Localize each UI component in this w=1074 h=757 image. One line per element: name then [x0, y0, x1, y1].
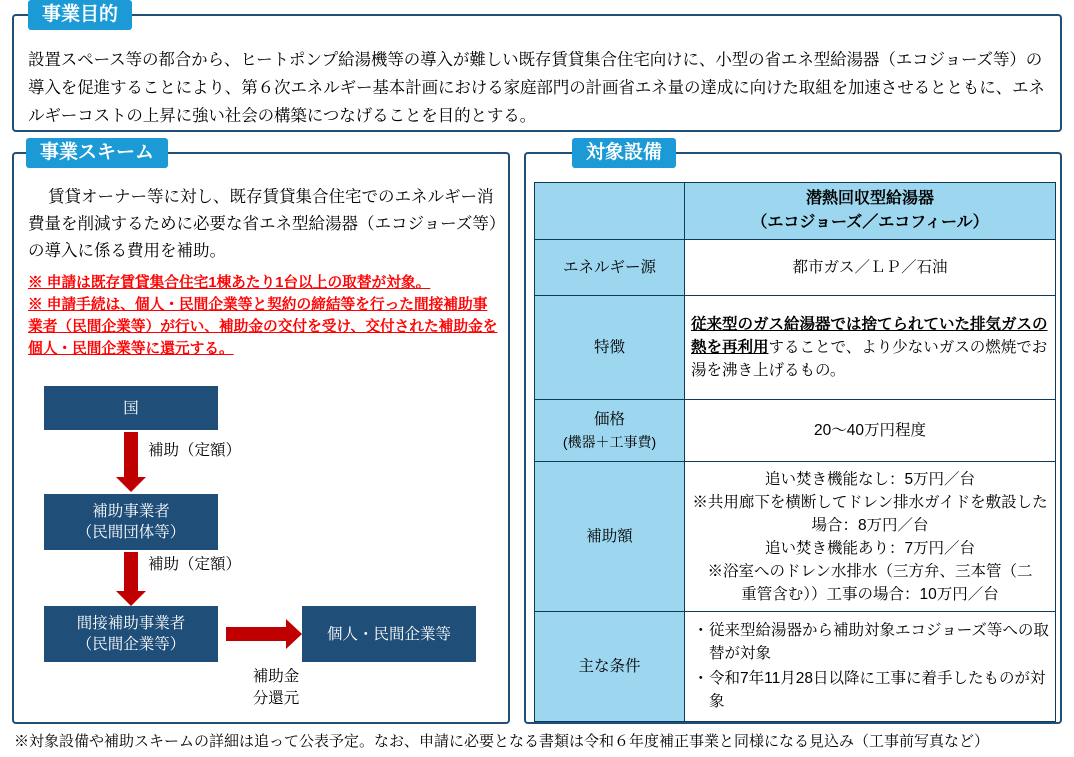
row-value-feature-rest: することで、より少ないガスの燃焼でお湯を沸き上げるもの。	[691, 339, 1048, 379]
row-label-subsidy-amount: 補助額	[535, 462, 685, 612]
table-row	[535, 183, 1056, 240]
table-row	[535, 240, 1056, 296]
flow-arrow-label-3-line1: 補助金	[252, 668, 300, 685]
flow-node-private-label: 個人・民間企業等	[326, 625, 451, 643]
equipment-table	[534, 182, 1056, 722]
row-value-energy-source: 都市ガス／ＬＰ／石油	[685, 240, 1056, 296]
flow-node-indirect-line2: （民間企業等）	[76, 636, 186, 653]
table-row	[535, 462, 1056, 612]
subsidy-line-4: 追い焚き機能あり：7万円／台	[764, 539, 976, 557]
subsidy-line-5: ※浴室へのドレン水排水（三方弁、三本管（二	[707, 562, 1033, 580]
list-item: ・ 従来型給湯器から補助対象エコジョーズ等への取替が対象	[709, 619, 1049, 665]
main-conditions-list	[691, 619, 1049, 713]
flow-node-country-label: 国	[123, 399, 139, 417]
flow-node-subsidizer-line1: 補助事業者	[92, 503, 170, 520]
purpose-text: 設置スペース等の都合から、ヒートポンプ給湯機等の導入が難しい既存賃貸集合住宅向けに、小型の省エネ型給湯器（エコジョーズ等）の導入を促進することにより、第６次エネルギー基本計画における家庭部門の計画省エネ量の達成に向けた取組を加速させるとともに、エネルギーコストの上昇に強い社会の構築につなげることを目的とする。	[28, 51, 1045, 125]
row-label-energy-source: エネルギー源	[535, 240, 685, 296]
subsidy-line-1: 追い焚き機能なし：5万円／台	[764, 470, 976, 488]
table-row	[535, 296, 1056, 400]
row-value-feature-emphasis: 従来型のガス給湯器では捨てられていた排気ガスの熱を再利用	[691, 316, 1048, 356]
row-label-price-line2: (機器＋工事費)	[562, 433, 657, 450]
table-corner-cell	[535, 183, 685, 240]
subsidy-line-2: ※共用廊下を横断してドレン排水ガイドを敷設した	[692, 493, 1048, 511]
flow-arrow-label-2: 補助（定額）	[148, 556, 242, 573]
flow-arrow-label-3	[236, 666, 316, 710]
row-label-main-conditions: 主な条件	[535, 612, 685, 722]
row-label-price-line1: 価格	[593, 410, 625, 428]
table-column-header	[685, 183, 1056, 240]
scheme-note-2: ※ 申請手続は、個人・民間企業等と契約の締結等を行った間接補助事業者（民間企業等）が行い、補助金の交付を受け、交付された補助金を個人・民間企業等に還元する。	[28, 297, 498, 357]
equipment-section-title: 対象設備	[572, 138, 676, 168]
flow-arrow-indirect-to-private	[226, 627, 286, 641]
table-column-header-line2: （エコジョーズ／エコフィール）	[751, 214, 989, 231]
flow-node-private	[302, 606, 476, 662]
purpose-section-title: 事業目的	[28, 0, 132, 30]
subsidy-line-6: 重管含む））工事の場合：10万円／台	[741, 585, 999, 603]
row-value-price: 20〜40万円程度	[685, 400, 1056, 462]
equipment-section	[524, 152, 1062, 724]
table-column-header-line1: 潜熱回収型給湯器	[805, 190, 934, 207]
scheme-paragraph: 賃貸オーナー等に対し、既存賃貸集合住宅でのエネルギー消費量を削減するために必要な省エネ型給湯器（エコジョーズ等）の導入に係る費用を補助。	[28, 188, 498, 260]
row-value-main-conditions	[685, 612, 1056, 722]
table-row	[535, 400, 1056, 462]
subsidy-line-3: 場合：8万円／台	[811, 516, 929, 534]
flow-arrow-country-to-subsidizer	[124, 432, 138, 478]
list-item: ・ 令和7年11月28日以降に工事に着手したものが対象	[709, 667, 1049, 713]
flow-node-indirect-line1: 間接補助事業者	[76, 615, 186, 632]
scheme-note-1: ※ 申請は既存賃貸集合住宅1棟あたり1台以上の取替が対象。	[28, 275, 431, 291]
flow-arrow-label-3-line2: 分還元	[252, 690, 300, 707]
scheme-section-title: 事業スキーム	[26, 138, 168, 168]
row-label-feature: 特徴	[535, 296, 685, 400]
flow-node-subsidizer-line2: （民間団体等）	[76, 524, 186, 541]
row-value-subsidy-amount	[685, 462, 1056, 612]
flow-node-subsidizer	[44, 494, 218, 550]
row-value-feature	[685, 296, 1056, 400]
flow-arrow-label-1: 補助（定額）	[148, 442, 242, 459]
footnote: ※対象設備や補助スキームの詳細は追って公表予定。なお、申請に必要となる書類は令和６年度補正事業と同様になる見込み（工事前写真など）	[14, 733, 990, 750]
table-row	[535, 612, 1056, 722]
flow-arrow-subsidizer-to-indirect	[124, 552, 138, 592]
scheme-section	[12, 152, 510, 724]
purpose-section	[12, 14, 1062, 132]
flow-node-country	[44, 386, 218, 430]
row-label-price	[535, 400, 685, 462]
flow-node-indirect-subsidizer	[44, 606, 218, 662]
